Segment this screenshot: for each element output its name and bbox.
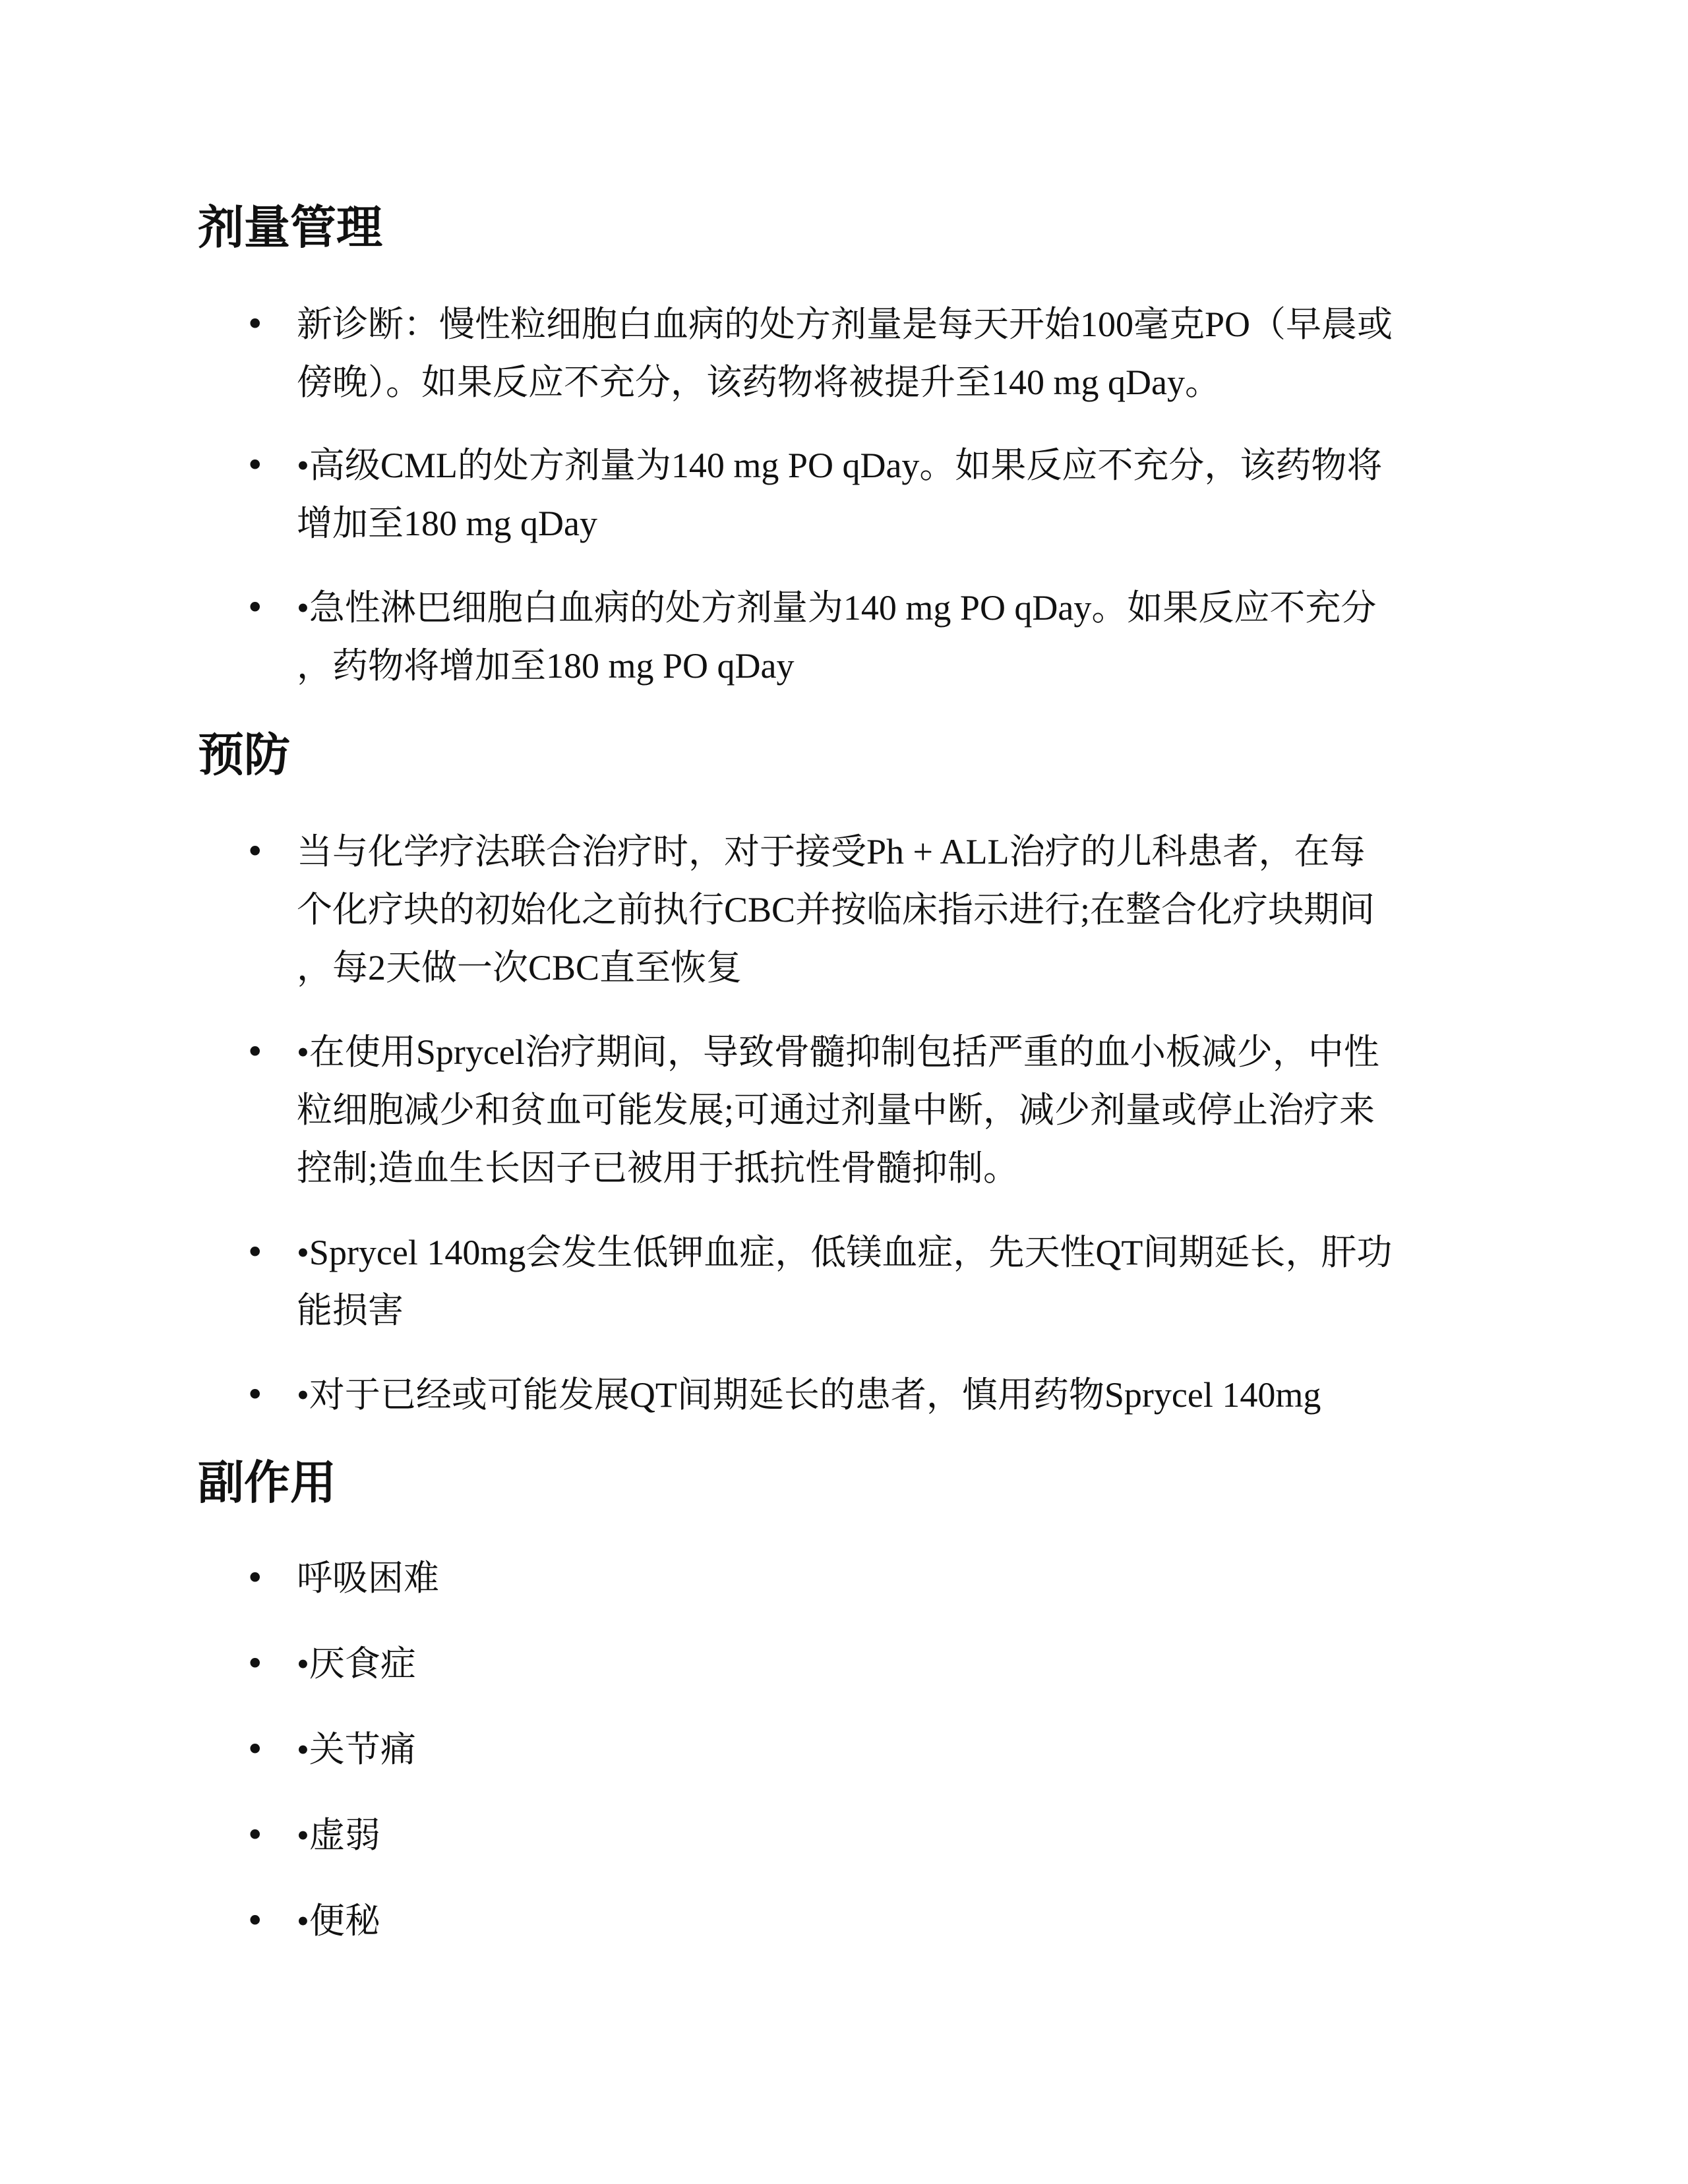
list-item: •Sprycel 140mg会发生低钾血症，低镁血症，先天性QT间期延长，肝功 能损害 — [297, 1233, 1393, 1330]
bullet-marker: • — [245, 1730, 265, 1769]
bullet-marker: • — [245, 1376, 265, 1414]
section-title-dosage: 剂量管理 — [198, 200, 382, 254]
list-item: 呼吸困难 — [297, 1558, 439, 1598]
bullet-marker: • — [245, 1033, 265, 1071]
list-item: •便秘 — [297, 1901, 380, 1941]
bullet-marker: • — [245, 1816, 265, 1854]
section-title-side-effects: 副作用 — [198, 1456, 336, 1510]
bullet-marker: • — [245, 589, 265, 627]
list-item: •关节痛 — [297, 1730, 416, 1769]
bullet-marker: • — [245, 446, 265, 485]
list-item: •急性淋巴细胞白血病的处方剂量为140 mg PO qDay。如果反应不充分 ，药物将增加至180 mg PO qDay — [297, 588, 1377, 686]
list-item: 新诊断：慢性粒细胞白血病的处方剂量是每天开始100毫克PO（早晨或 傍晚）。如果反应不充分，该药物将被提升至140 mg qDay。 — [297, 305, 1393, 402]
list-item: 当与化学疗法联合治疗时，对于接受Ph + ALL治疗的儿科患者，在每 个化疗块的初始化之前执行CBC并按临床指示进行;在整合化疗块期间 ，每2天做一次CBC直至恢复 — [297, 832, 1375, 988]
section-title-prevention: 预防 — [198, 728, 290, 782]
bullet-marker: • — [245, 1233, 265, 1272]
list-item: •虚弱 — [297, 1815, 380, 1855]
list-item: •对于已经或可能发展QT间期延长的患者，慎用药物Sprycel 140mg — [297, 1375, 1321, 1415]
bullet-marker: • — [245, 1902, 265, 1940]
bullet-marker: • — [245, 1645, 265, 1683]
bullet-marker: • — [245, 305, 265, 343]
list-item: •厌食症 — [297, 1644, 416, 1684]
bullet-marker: • — [245, 833, 265, 871]
list-item: •在使用Sprycel治疗期间，导致骨髓抑制包括严重的血小板减少，中性 粒细胞减少和贫血可能发展;可通过剂量中断，减少剂量或停止治疗来 控制;造血生长因子已被用于抵抗性骨髓抑制。 — [297, 1032, 1379, 1188]
bullet-marker: • — [245, 1559, 265, 1597]
list-item: •高级CML的处方剂量为140 mg PO qDay。如果反应不充分，该药物将 增加至180 mg qDay — [297, 446, 1383, 543]
